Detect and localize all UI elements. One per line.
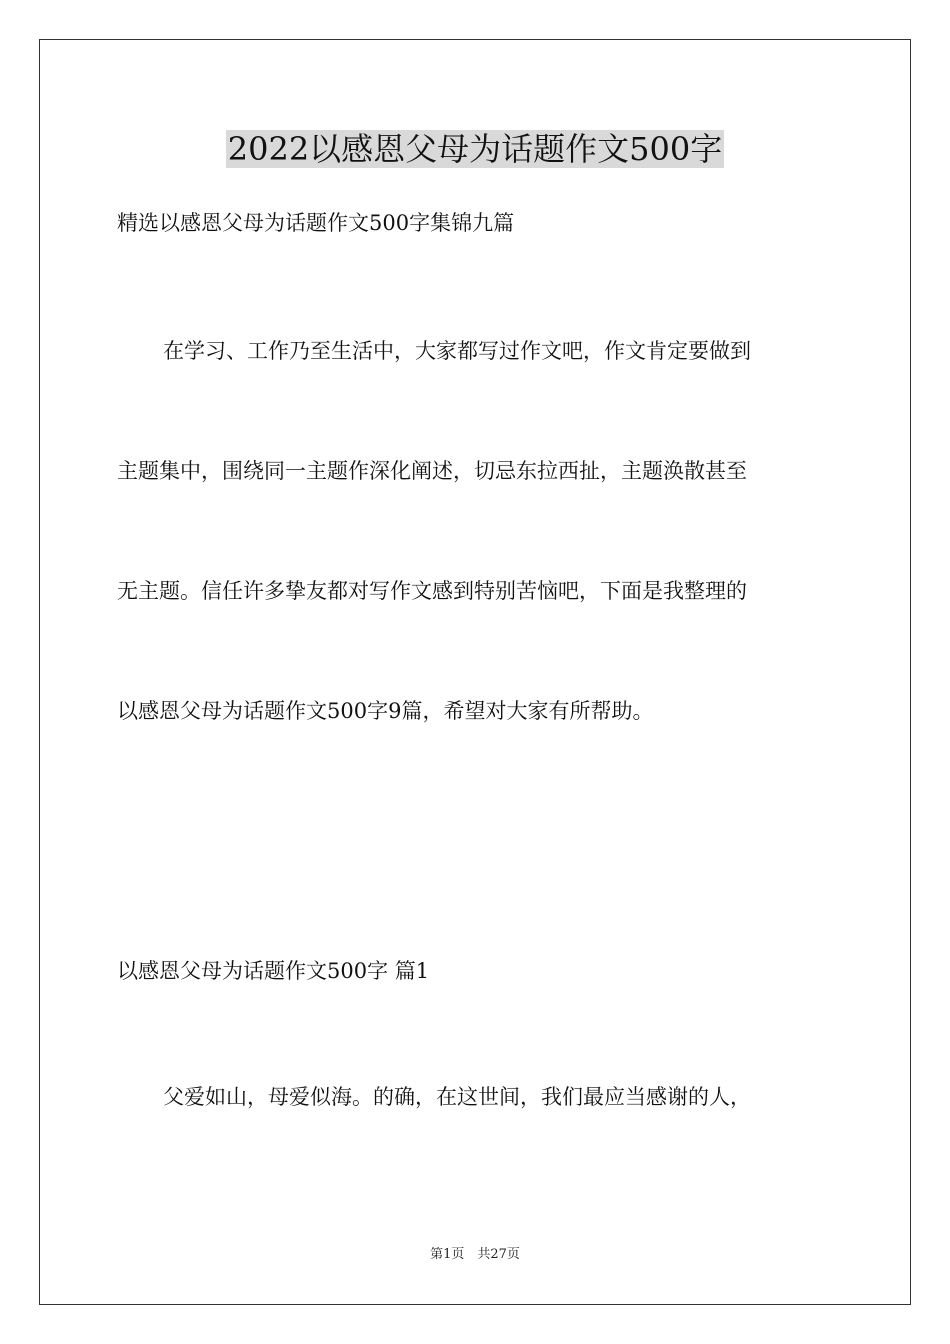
- document-title-text: 2022以感恩父母为话题作文500字: [227, 130, 723, 168]
- section-heading: 以感恩父母为话题作文500字 篇1: [117, 959, 430, 983]
- section-paragraph-line: 父爱如山，母爱似海。的确，在这世间，我们最应当感谢的人，: [163, 1085, 751, 1109]
- intro-paragraph-line: 在学习、工作乃至生活中，大家都写过作文吧，作文肯定要做到: [163, 339, 751, 363]
- intro-paragraph-line: 主题集中，围绕同一主题作深化阐述，切忌东拉西扯，主题涣散甚至: [117, 459, 747, 483]
- page-number-footer: 第1页 共27页: [430, 1247, 520, 1262]
- document-subtitle: 精选以感恩父母为话题作文500字集锦九篇: [117, 211, 515, 235]
- intro-paragraph-line: 无主题。信任许多挚友都对写作文感到特别苦恼吧，下面是我整理的: [117, 579, 747, 603]
- intro-paragraph-line: 以感恩父母为话题作文500字9篇，希望对大家有所帮助。: [117, 699, 654, 723]
- document-title: [0, 127, 950, 171]
